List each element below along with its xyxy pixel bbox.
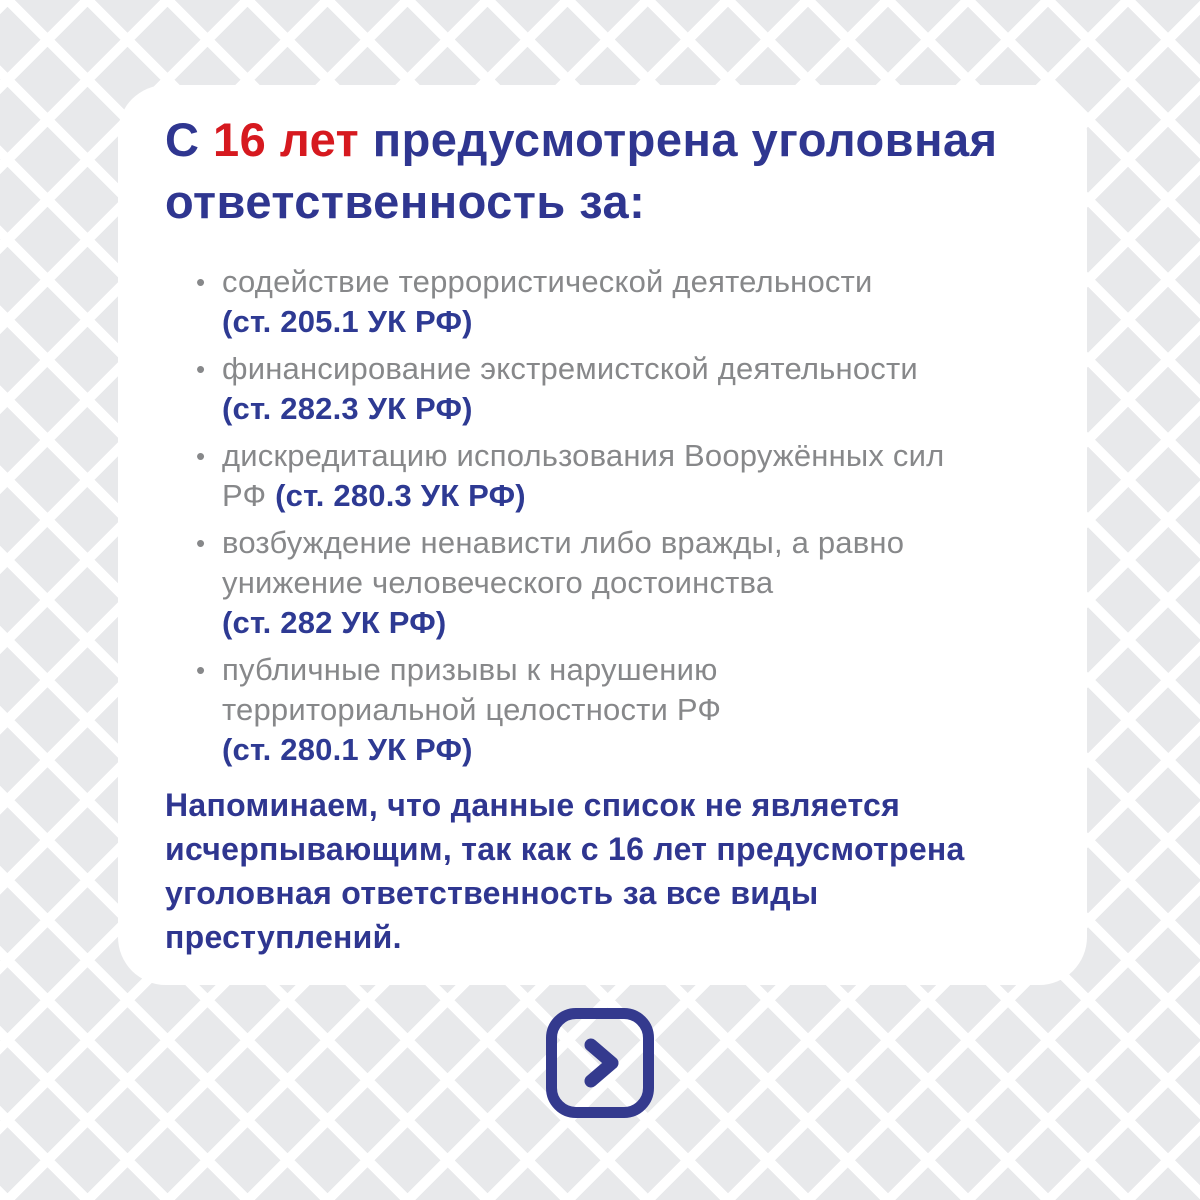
reminder-note — [165, 783, 1031, 959]
page-title — [165, 109, 1031, 233]
article-reference: (ст. 205.1 УК РФ) — [222, 304, 473, 339]
offense-line: возбуждение ненависти либо вражды, а равно — [222, 525, 905, 560]
bullet-dot: • — [196, 441, 206, 471]
offense-line: финансирование экстремистской деятельности — [222, 351, 918, 386]
offense-text — [222, 262, 873, 342]
title-rest-line1: предусмотрена уголовная — [372, 113, 998, 166]
title-prefix: С — [165, 113, 200, 166]
title-age-highlight: 16 лет — [213, 113, 360, 166]
note-line: уголовная ответственность за все виды — [165, 875, 819, 911]
list-item — [196, 436, 1031, 516]
bullet-dot: • — [196, 354, 206, 384]
offense-line: содействие террористической деятельности — [222, 264, 873, 299]
content-card — [118, 85, 1087, 985]
article-reference: (ст. 280.3 УК РФ) — [275, 478, 526, 513]
bullet-dot: • — [196, 528, 206, 558]
article-reference: (ст. 280.1 УК РФ) — [222, 732, 473, 767]
offense-line: унижение человеческого достоинства — [222, 565, 774, 600]
chevron-right-icon — [579, 1035, 625, 1091]
bullet-dot: • — [196, 655, 206, 685]
offense-line: территориальной целостности РФ — [222, 692, 722, 727]
offense-text — [222, 349, 918, 429]
offense-line: публичные призывы к нарушению — [222, 652, 718, 687]
list-item — [196, 262, 1031, 342]
bullet-dot: • — [196, 267, 206, 297]
article-reference: (ст. 282.3 УК РФ) — [222, 391, 473, 426]
offense-text — [222, 650, 721, 770]
title-rest-line2: ответственность за: — [165, 175, 646, 228]
list-item — [196, 650, 1031, 770]
offense-text — [222, 523, 904, 643]
note-line: исчерпывающим, так как с 16 лет предусмотрена — [165, 831, 965, 867]
next-button[interactable] — [546, 1008, 654, 1118]
list-item — [196, 523, 1031, 643]
offense-line: дискредитацию использования Вооружённых сил — [222, 438, 945, 473]
article-reference: (ст. 282 УК РФ) — [222, 605, 447, 640]
list-item — [196, 349, 1031, 429]
offense-text — [222, 436, 944, 516]
offenses-list — [196, 262, 1031, 770]
offense-line: РФ — [222, 478, 267, 513]
note-line: Напоминаем, что данные список не является — [165, 787, 901, 823]
note-line: преступлений. — [165, 919, 402, 955]
